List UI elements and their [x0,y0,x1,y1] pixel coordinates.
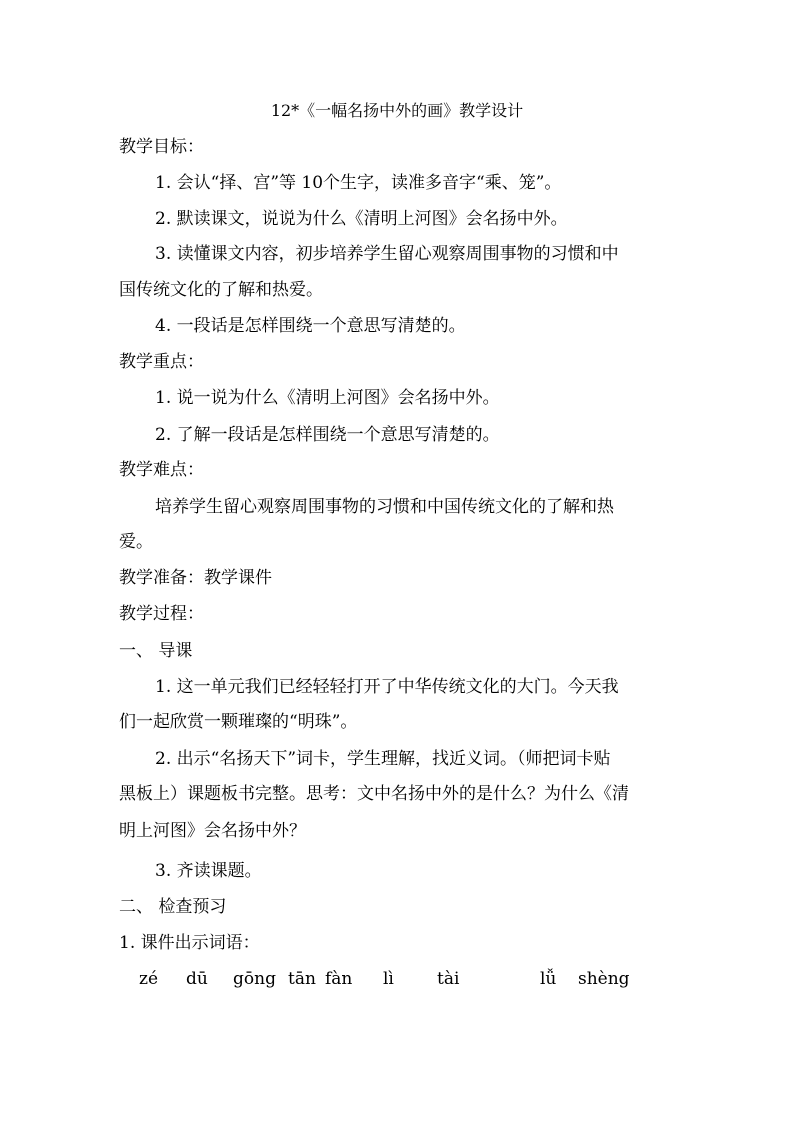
section1-item-3: 3. 齐读课题。 [155,861,262,881]
pinyin-word: gōng [233,969,276,989]
objectives-heading: 教学目标： [119,137,204,157]
preparation-line: 教学准备：教学课件 [119,568,272,588]
objective-item-4: 4. 一段话是怎样围绕一个意思写清楚的。 [155,316,466,336]
pinyin-word: lì [383,969,394,989]
section1-item-2-cont1: 黑板上）课题板书完整。思考：文中名扬中外的是什么？为什么《清 [119,784,629,804]
key-point-item-1: 1. 说一说为什么《清明上河图》会名扬中外。 [155,388,500,408]
section1-item-2: 2. 出示“名扬天下”词卡，学生理解，找近义词。（师把词卡贴 [155,749,611,769]
section1-heading: 一、 导课 [119,641,193,661]
objective-item-3: 3. 读懂课文内容，初步培养学生留心观察周围事物的习惯和中 [155,244,619,264]
pinyin-word: zé [139,969,159,989]
objective-item-3-cont: 国传统文化的了解和热爱。 [119,280,323,300]
objective-item-2: 2. 默读课文，说说为什么《清明上河图》会名扬中外。 [155,209,568,229]
pinyin-word: tān [288,969,316,989]
key-point-item-2: 2. 了解一段话是怎样围绕一个意思写清楚的。 [155,425,500,445]
section1-item-1: 1. 这一单元我们已经轻轻打开了中华传统文化的大门。今天我 [155,677,619,697]
key-points-heading: 教学重点： [119,352,204,372]
pinyin-word: fàn [325,969,353,989]
pinyin-word: lǚ [540,969,557,989]
section1-item-1-cont: 们一起欣赏一颗璀璨的“明珠”。 [119,712,358,732]
difficulty-heading: 教学难点： [119,460,204,480]
difficulty-text: 培养学生留心观察周围事物的习惯和中国传统文化的了解和热 [155,497,614,517]
pinyin-word: tài [437,969,460,989]
section2-item-1: 1. 课件出示词语： [119,933,260,953]
section1-item-2-cont2: 明上河图》会名扬中外？ [119,821,306,841]
objective-item-1: 1. 会认“择、宫”等 10个生字，读准多音字“乘、笼”。 [155,173,562,193]
document-title: 12*《一幅名扬中外的画》教学设计 [270,101,524,120]
process-heading: 教学过程： [119,604,204,624]
section2-heading: 二、 检查预习 [119,897,227,917]
pinyin-word: shèng [578,969,630,989]
difficulty-text-cont: 爱。 [119,532,153,552]
pinyin-word: dū [186,969,208,989]
